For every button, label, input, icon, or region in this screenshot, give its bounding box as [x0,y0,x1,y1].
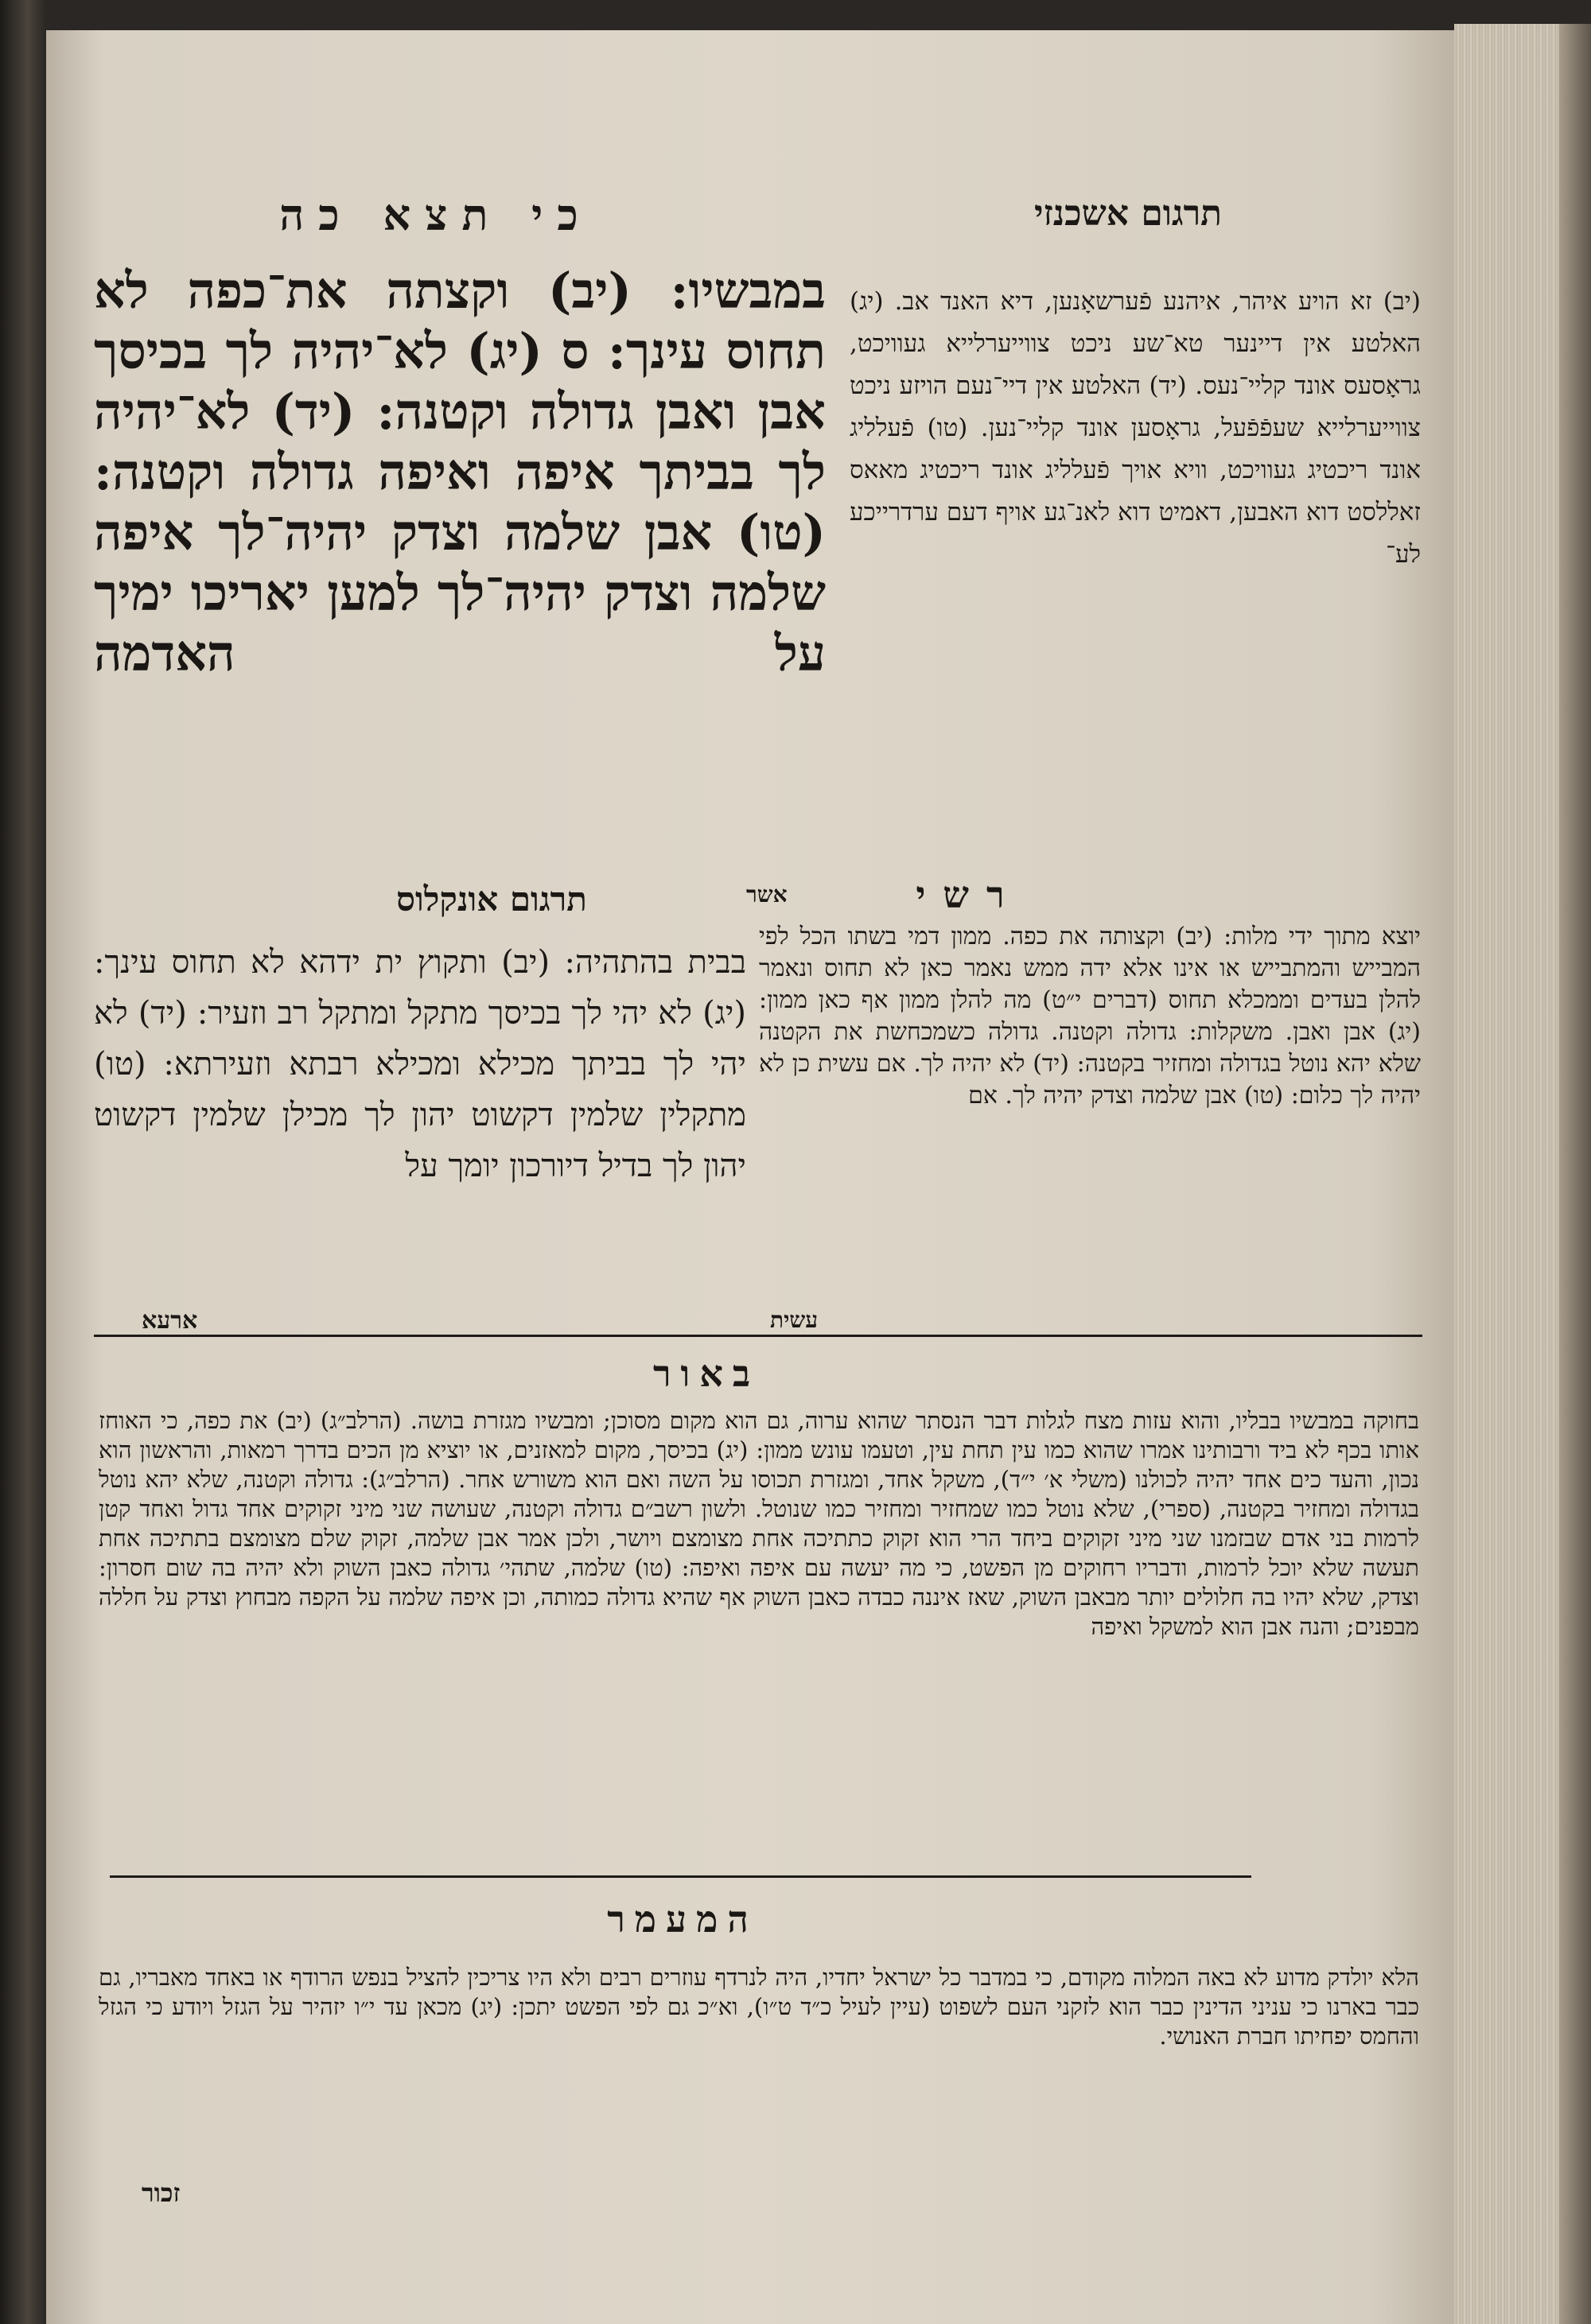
biur-commentary: בחוקה במבשיו בבליו, והוא עזות מצח לגלות דבר הנסתר שהוא ערוה, גם הוא מקום מסוכן; ומבשיו מגזרת בושה. (הרלב״ג) (יב) את כפה, כי האוחז אותו בכף לא ביד ורבותינו אמרו שהוא כמו עין תחת עין, וטעמו עונש ממון: (יג) בכיסך, מקום למאזנים, או יוציא מן הכים בדרך רמאות, והראשון הוא נכון, והעד כים אחד יהיה לכולנו (משלי א׳ י״ד), משקל אחד, ומגזרת תכוסו על השה ואם הוא משורש אחר. (הרלב״ג): גדולה וקטנה, שלא יהא נוטל בגדולה ומחזיר בקטנה, (ספרי), שלא נוטל כמו שמחזיר ומחזיר כמו שנוטל. ולשון רשב״ם גדולה וקטנה, שעושה שני מיני זקוקים אחד גדול ואחד קטן לרמות בני אדם שבזמנו שני מיני זקוקים ביחד הרי הוא זקוק כתתיכה אחת מצומצם ויושר, ולכן אמר אבן שלמה, זקוק שלם מצומצם בתתיכה אחת תעשה שלא יוכל לרמות, ודבריו רחוקים מן הפשט, כי מה יעשה עם איפה ואיפה: (טו) שלמה, שתהי׳ גדולה כאבן השוק ולא יהיה בה שום חסרון: וצדק, שלא יהיו בה חלולים יותר מבאבן השוק, שאז איננה כבדה כאבן השוק אף שהיא גדולה כמותה, וכן איפה שלמה על הקפה מבחוץ וצדק על חללה מבפנים; והנה אבן הוא למשקל ואיפה [99,1407,1419,1640]
divider-biur [94,1335,1422,1337]
book-page [46,30,1454,2324]
page-catchword: זכור [142,2178,181,2208]
torah-text: במבשיו: (יב) וקצתה את־כפה לא תחוס עינך: ס (יג) לא־יהיה לך בכיסך אבן ואבן גדולה וקטנה: (יד) לא־יהיה לך בביתך איפה ואיפה גדולה וקטנה: (טו) אבן שלמה וצדק יהיה־לך איפה שלמה וצדק יהיה־לך למען יאריכו ימיך על האדמה [94,262,826,682]
rashi-catchword: עשית [770,1307,819,1333]
torah-catchword: אשר [746,881,788,907]
meamar-commentary: הלא יולדק מדוע לא באה המלוה מקודם, כי במדבר כל ישראל יחדיו, היה לנרדף עוזרים רבים ולא היו צריכין להציל בנפש הרודף או באחד מאבריו, גם כבר בארנו כי עניני הדינין כבר הוא לזקני העם לשפוט (עיין לעיל כ״ד ט״ו), וא״כ גם לפי הפשט יתכן: (יג) מכאן עד י״ו יזהיר על הגזל ויודע כי הגזל והחמס יפחיתו חברת האנושי. [99,1964,1419,2050]
targum-ashkenazi-header: תרגום אשכנזי [1033,193,1223,234]
rashi-text: יוצא מתוך ידי מלות: (יב) וקצותה את כפה. ממון דמי בשתו הכל לפי המבייש והמתבייש או אינו אלא ידה ממש נאמר כאן לא תחוס ונאמר להלן בעדים וממכלא תחוס (דברים י״ט) מה להלן ממון אף כאן ממון: (יג) אבן ואבן. משקלות: גדולה וקטנה. גדולה כשמכחשת את הקטנה שלא יהא נוטל בגדולה ומחזיר בקטנה: (יד) לא יהיה לך. אם עשית כן לא יהיה לך כלום: (טו) אבן שלמה וצדק יהיה לך. אם [759,923,1421,1110]
biur-header: באור [652,1352,760,1395]
meamar-header: המעמר [607,1898,758,1941]
onkelos-catchword: ארעא [142,1307,198,1335]
book-binding [0,0,46,2324]
divider-meamar [110,1875,1251,1878]
onkelos-text: בבית בהתהיה: (יב) ותקוץ ית ידהא לא תחוס עינך: (יג) לא יהי לך בכיסך מתקל ומתקל רב וזעיר: (יד) לא יהי לך בביתך מכילא ומכילא רבתא וזעירתא: (טו) מתקלין שלמין דקשוט יהון לך מכילן שלמין דקשוט יהון לך בדיל דיורכון יומך על [94,944,747,1184]
rashi-header: רשי [916,873,1022,916]
parsha-header: כי תצא כה [279,189,593,240]
book-spine-shadow [1559,24,1591,2324]
yiddish-translation: (יב) זא הויע איהר, איהנע פֿערשאָנען, דיא האנד אב. (יג) האלטע אין דיינער טא־שע ניכט צווייערלייא געוויכט, גראָסעס אונד קליי־נעס. (יד) האלטע אין דיי־נעם הויזע ניכט צווייערלייא שעפֿפֿעל, גראָסען אונד קליי־נען. (טו) פֿעלליג אונד ריכטיג געוויכט, וויא אויך פֿעלליג אונד ריכטיג מאאס זאללסט דוא האבען, דאמיט דוא לאנ־גע אויף דעם ערדרייכע לע־ [850,287,1421,569]
targum-onkelos-header: תרגום אונקלוס [396,880,587,919]
